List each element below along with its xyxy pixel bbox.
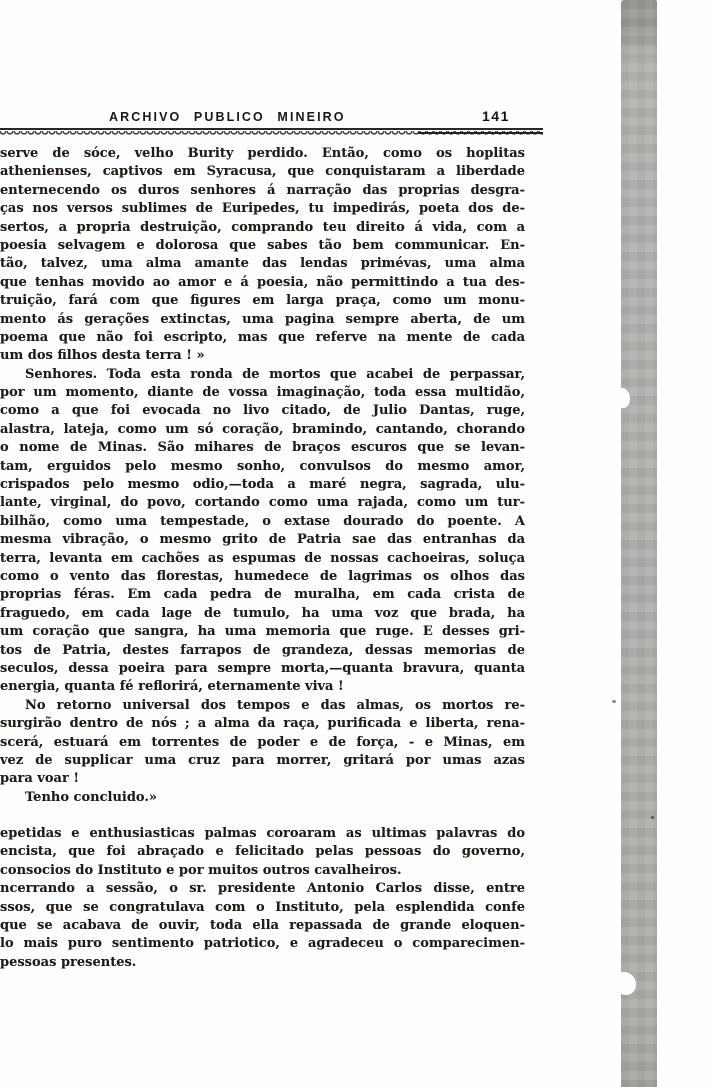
text-line: energia, quanta fé reflorirá, eternamente viva !	[0, 679, 344, 695]
speech-senhores	[0, 366, 525, 697]
text-line: Senhores. Toda esta ronda de mortos que acabei de perpassar,	[25, 366, 525, 382]
text-line: epetidas e enthusiasticas palmas coroaram as ultimas palavras do	[0, 826, 525, 842]
text-line: tos de Patria, destes farrapos de grandeza, dessas memorias de	[0, 642, 525, 658]
text-line: proprias féras. Em cada pedra de muralha, em cada crista de	[0, 587, 525, 603]
scan-strip-notch	[615, 972, 636, 995]
text-line: terra, levanta em cachões as espumas de nossas cachoeiras, soluça	[0, 550, 525, 566]
text-line: tão, talvez, uma alma amante das lendas primévas, uma alma	[0, 256, 525, 272]
text-line: um coração que sangra, ha uma memoria que ruge. E desses gri-	[0, 624, 525, 640]
text-line: truição, fará com que figures em larga praça, como um monu-	[0, 293, 525, 309]
text-line: lante, virginal, do povo, cortando como uma rajada, como um tur-	[0, 495, 525, 511]
speech-continuation	[0, 145, 525, 366]
text-line: por um momento, diante de vossa imaginação, toda essa multidão,	[0, 385, 525, 401]
text-line: lo mais puro sentimento patriotico, e agradeceu o comparecimen-	[0, 936, 525, 952]
ink-speck	[651, 816, 654, 819]
text-line: tam, erguidos pelo mesmo sonho, convulsos do mesmo amor,	[0, 458, 525, 474]
header-rule-line	[0, 128, 543, 130]
speech-closing	[0, 789, 525, 807]
text-line: encista, que foi abraçado e felicitado pelas pessoas do governo,	[0, 844, 525, 860]
text-line: ças nos versos sublimes de Euripedes, tu impedirás, poeta dos de-	[0, 201, 525, 217]
text-line: pessoas presentes.	[0, 954, 137, 970]
text-line: que tenhas movido ao amor e á poesia, não permittindo a tua des-	[0, 274, 525, 290]
text-line: como a que foi evocada no livo citado, de Julio Dantas, ruge,	[0, 403, 525, 419]
text-line: para voar !	[0, 771, 80, 787]
header-rule-accent	[418, 132, 543, 134]
text-line: sertos, a propria destruição, comprando teu direito á vida, com a	[0, 219, 525, 235]
page-body	[0, 145, 525, 972]
text-line: enternecendo os duros senhores á narração das proprias desgra-	[0, 182, 525, 198]
text-line: mesma vibração, o mesmo grito de Patria sae das entranhas da	[0, 532, 525, 548]
text-line: consocios do Instituto e por muitos outros cavalheiros.	[0, 862, 402, 878]
text-line: alastra, lateja, como um só coração, bramindo, cantando, chorando	[0, 421, 525, 437]
text-line: que se acabava de ouvir, toda ella repassada de grande eloquen-	[0, 918, 525, 934]
text-line: mento ás gerações extinctas, uma pagina sempre aberta, de um	[0, 311, 525, 327]
text-line: No retorno universal dos tempos e das almas, os mortos re-	[25, 697, 525, 713]
account-applause	[0, 825, 525, 880]
text-line: ssos, que se congratulava com o Instituto, pela esplendida confe	[0, 899, 525, 915]
text-line: o nome de Minas. São mihares de braços escuros que se levan-	[0, 440, 525, 456]
text-line: seculos, dessa poeira para sempre morta,—quanta bravura, quanta	[0, 660, 525, 676]
page-header	[0, 108, 545, 128]
speech-retorno	[0, 697, 525, 789]
page-number: 141	[482, 108, 510, 124]
scan-artifact-strip	[621, 0, 657, 1087]
header-rule	[0, 128, 543, 138]
text-line: crispados pelo mesmo odio,—toda a maré negra, sagrada, ulu-	[0, 477, 525, 493]
text-line: scerá, estuará em torrentes de poder e de força, - e Minas, em	[0, 734, 525, 750]
scan-strip-notch	[616, 388, 630, 408]
ink-speck	[612, 700, 616, 703]
text-line: ncerrando a sessão, o sr. presidente Antonio Carlos disse, entre	[0, 881, 525, 897]
account-session-close	[0, 880, 525, 972]
running-title: ARCHIVO PUBLICO MINEIRO	[109, 110, 346, 124]
text-line: athenienses, captivos em Syracusa, que conquistaram a liberdade	[0, 164, 525, 180]
text-line: um dos filhos desta terra ! »	[0, 348, 205, 364]
text-line: bilhão, como uma tempestade, o extase dourado do poente. A	[0, 513, 525, 529]
text-line: Tenho concluido.»	[25, 789, 158, 805]
text-line: fraguedo, em cada lage de tumulo, ha uma voz que brada, ha	[0, 605, 525, 621]
text-line: poema que não foi escripto, mas que referve na mente de cada	[0, 329, 525, 345]
text-line: serve de sóce, velho Burity perdido. Então, como os hoplitas	[0, 146, 525, 161]
text-line: surgirão dentro de nós ; a alma da raça, purificada e liberta, rena-	[0, 716, 525, 732]
text-line: como o vento das florestas, humedece de lagrimas os olhos das	[0, 568, 525, 584]
text-line: vez de supplicar uma cruz para morrer, gritará por umas azas	[0, 752, 525, 768]
text-line: poesia selvagem e dolorosa que sabes tão bem communicar. En-	[0, 237, 525, 253]
